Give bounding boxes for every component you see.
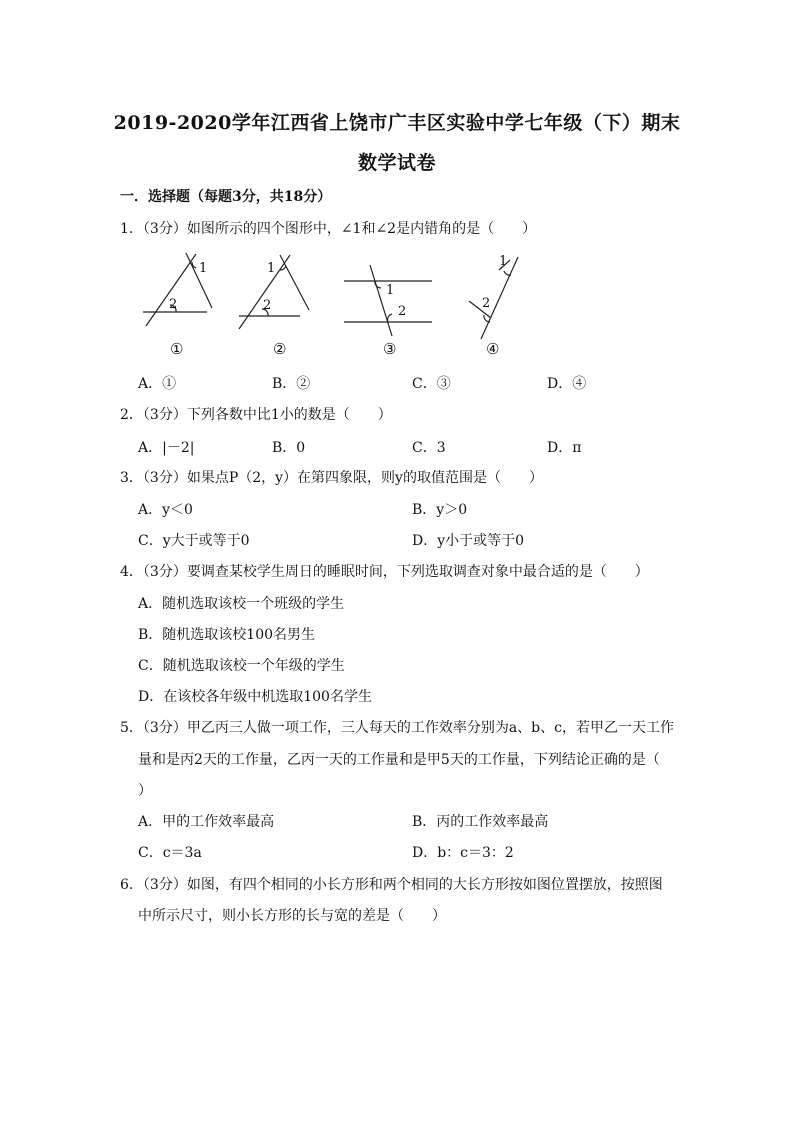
fig2-angle-1: 1 [267, 261, 276, 276]
q5-option-b[interactable]: B．丙的工作效率最高 [412, 814, 549, 830]
question-2-stem: 2．（3分）下列各数中比1小的数是（ ） [120, 407, 392, 423]
question-6-stem-line-1: 6．（3分）如图，有四个相同的小长方形和两个相同的大长方形按如图位置摆放，按照图 [120, 877, 663, 893]
figure-label-3: ③ [383, 340, 397, 358]
question-6-stem-line-2: 中所示尺寸，则小长方形的长与宽的差是（ ） [138, 908, 446, 924]
q3-option-a[interactable]: A．y＜0 [138, 502, 193, 518]
section-header: 一．选择题（每题3分，共18分） [120, 189, 332, 205]
fig2-angle-2: 2 [263, 298, 272, 313]
q1-option-c[interactable]: C．③ [412, 376, 451, 392]
fig1-angle-1: 1 [199, 261, 208, 276]
fig4-angle-2: 2 [482, 296, 491, 311]
figure-label-2: ② [273, 340, 287, 358]
q1-option-b[interactable]: B．② [272, 376, 311, 392]
q3-option-d[interactable]: D．y小于或等于0 [412, 533, 525, 549]
fig3-angle-1: 1 [386, 283, 395, 298]
q2-option-c[interactable]: C．3 [412, 440, 446, 456]
question-5-stem-line-1: 5．（3分）甲乙丙三人做一项工作，三人每天的工作效率分别为a、b、c，若甲乙一天工作 [120, 720, 674, 736]
title-line-2: 数学试卷 [357, 152, 436, 174]
q1-option-d[interactable]: D．④ [547, 376, 587, 392]
q5-option-d[interactable]: D．b：c＝3：2 [412, 845, 514, 861]
figure-label-1: ① [170, 340, 184, 358]
figure-4-lines [469, 257, 518, 339]
q5-option-c[interactable]: C．c＝3a [138, 845, 202, 861]
question-5-stem-line-2: 量和是丙2天的工作量，乙丙一天的工作量和是甲5天的工作量，下列结论正确的是（ [138, 752, 660, 768]
question-5-stem-line-3: ） [138, 783, 152, 799]
q4-option-b[interactable]: B．随机选取该校100名男生 [138, 627, 316, 643]
fig3-angle-2: 2 [398, 304, 407, 319]
figure-3-lines [344, 265, 432, 336]
q3-option-c[interactable]: C．y大于或等于0 [138, 533, 250, 549]
q4-option-c[interactable]: C．随机选取该校一个年级的学生 [138, 658, 345, 674]
title-line-1: 2019-2020学年江西省上饶市广丰区实验中学七年级（下）期末 [113, 112, 681, 134]
q2-option-a[interactable]: A．|－2| [138, 440, 195, 456]
q1-option-a[interactable]: A．① [138, 376, 177, 392]
q3-option-b[interactable]: B．y＞0 [412, 502, 468, 518]
q2-option-d[interactable]: D．π [547, 440, 582, 456]
q5-option-a[interactable]: A．甲的工作效率最高 [138, 814, 275, 830]
question-1-stem: 1．（3分）如图所示的四个图形中，∠1和∠2是内错角的是（ ） [120, 221, 537, 237]
figure-label-4: ④ [486, 340, 500, 358]
question-3-stem: 3．（3分）如果点P（2，y）在第四象限，则y的取值范围是（ ） [120, 470, 543, 486]
fig4-angle-1: 1 [499, 254, 508, 269]
q4-option-d[interactable]: D．在该校各年级中机选取100名学生 [138, 689, 372, 705]
fig1-angle-2: 2 [169, 297, 178, 312]
q2-option-b[interactable]: B．0 [272, 440, 306, 456]
q4-option-a[interactable]: A．随机选取该校一个班级的学生 [138, 596, 345, 612]
question-4-stem: 4．（3分）要调查某校学生周日的睡眠时间，下列选取调查对象中最合适的是（ ） [120, 564, 649, 580]
